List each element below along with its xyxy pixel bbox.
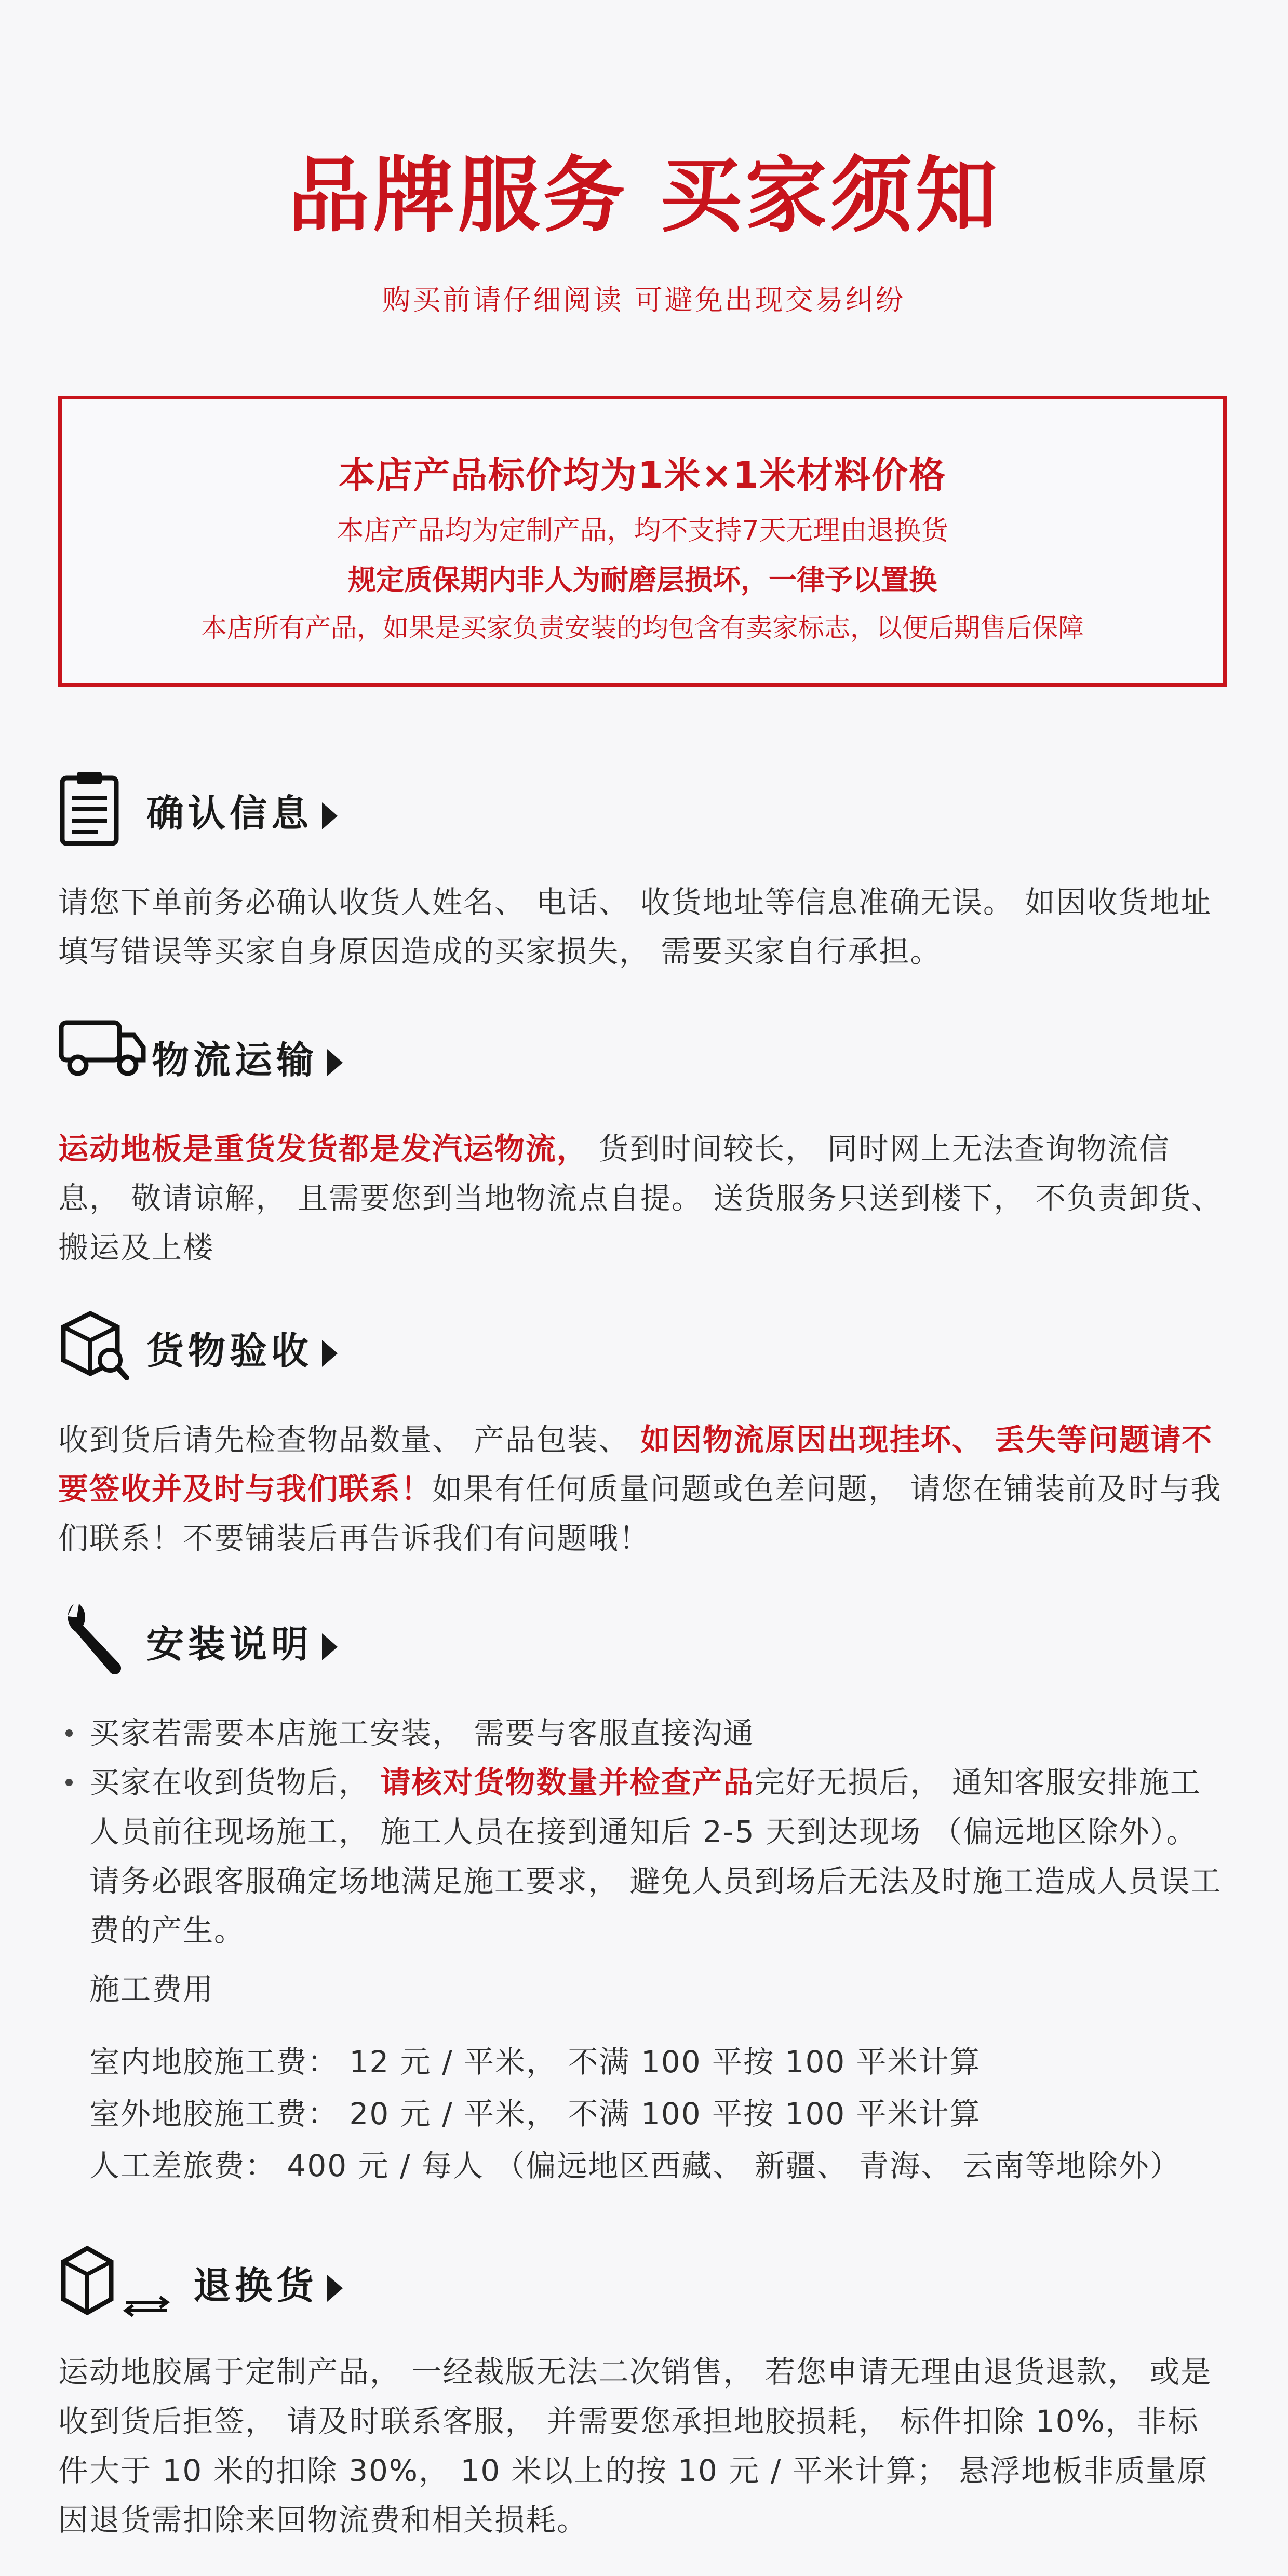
truck-icon: [58, 1015, 146, 1078]
return-box-icon: [58, 2241, 172, 2319]
section-returns-header: [58, 2241, 785, 2324]
notice-line-mark: 本店所有产品，如果是买家负责安装的均包含有卖家标志，以便后期售后保障: [201, 613, 1084, 643]
section-inspection-text: [58, 1415, 1227, 1563]
fee-travel: 人工差旅费： 400 元 / 每人 （偏远地区西藏、 新疆、 青海、 云南等地除外）: [89, 2148, 1181, 2183]
section-install-title: 安装说明: [146, 1614, 338, 1668]
section-logistics-header: [58, 1015, 785, 1098]
section-logistics-title: 物流运输: [152, 1030, 343, 1084]
package-inspect-icon: [58, 1306, 131, 1384]
fee-outdoor: 室外地胶施工费： 20 元 / 平米， 不满 100 平按 100 平米计算: [89, 2096, 981, 2131]
inspection-check: 收到货后请先检查物品数量、 产品包装、: [58, 1422, 640, 1457]
logistics-detail: 货到时间较长， 同时网上无法查询物流信息， 敬请谅解， 且需要您到当地物流点自提。 送货服务只送到楼下， 不负责卸货、 搬运及上楼: [58, 1131, 1223, 1265]
install-bullets: [58, 1709, 1227, 1955]
page-subtitle: 购买前请仔细阅读 可避免出现交易纠纷: [382, 284, 906, 316]
section-install-header: [58, 1600, 785, 1683]
bullet-dot: [65, 1729, 73, 1737]
install-fees: [89, 1963, 1232, 2192]
bullet-dot: [65, 1779, 73, 1786]
section-confirm-header: [58, 769, 785, 852]
fee-heading: 施工费用: [89, 1971, 214, 2007]
section-returns-text: 运动地胶属于定制产品， 一经裁版无法二次销售， 若您申请无理由退货退款， 或是收到货后拒签， 请及时联系客服， 并需要您承担地胶损耗， 标件扣除 10%，非标件大于 10 米的扣除 30%， 10 米以上的按 10 元 / 平米计算； 悬浮地板非质量原因退货需扣除来回物流费和相关损耗。: [58, 2354, 1212, 2538]
inspection-quality: 如果有任何质量问题或色差问题， 请您在铺装前及时与我们联系！不要铺装后再告诉我们有问题哦！: [58, 1471, 1222, 1556]
notice-line-custom: 本店产品均为定制产品，均不支持7天无理由退换货: [337, 515, 948, 546]
install-bullet-contact: 买家若需要本店施工安装， 需要与客服直接沟通: [58, 1709, 1227, 1758]
notice-line-warranty: 规定质保期内非人为耐磨层损坏，一律予以置换: [348, 564, 937, 596]
clipboard-icon: [58, 769, 120, 847]
section-confirm-title: 确认信息: [146, 783, 338, 837]
section-returns-title: 退换货: [193, 2256, 343, 2310]
section-inspection-header: [58, 1306, 785, 1389]
install-bullet-process: 买家在收到货物后， 请核对货物数量并检查产品完好无损后， 通知客服安排施工人员前往现场施工， 施工人员在接到通知后 2-5 天到达现场 （偏远地区除外）。请务必跟客服确定场地满足施工要求， 避免人员到场后无法及时施工造成人员误工费的产生。: [58, 1758, 1227, 1955]
section-logistics-text: [58, 1124, 1227, 1272]
page-title: 品牌服务 买家须知: [287, 148, 1001, 244]
wrench-icon: [58, 1600, 126, 1678]
fee-indoor: 室内地胶施工费： 12 元 / 平米， 不满 100 平按 100 平米计算: [89, 2044, 981, 2079]
inspection-warning: 如因物流原因出现挂坏、 丢失等问题请不要签收并及时与我们联系！: [58, 1422, 1213, 1507]
logistics-warning: 运动地板是重货发货都是发汽运物流，: [58, 1131, 588, 1166]
notice-box: [58, 396, 1227, 687]
section-inspection-title: 货物验收: [146, 1321, 338, 1375]
notice-line-price: 本店产品标价均为1米×1米材料价格: [338, 454, 947, 497]
section-confirm-text: 请您下单前务必确认收货人姓名、 电话、 收货地址等信息准确无误。 如因收货地址填写错误等买家自身原因造成的买家损失， 需要买家自行承担。: [58, 884, 1212, 969]
